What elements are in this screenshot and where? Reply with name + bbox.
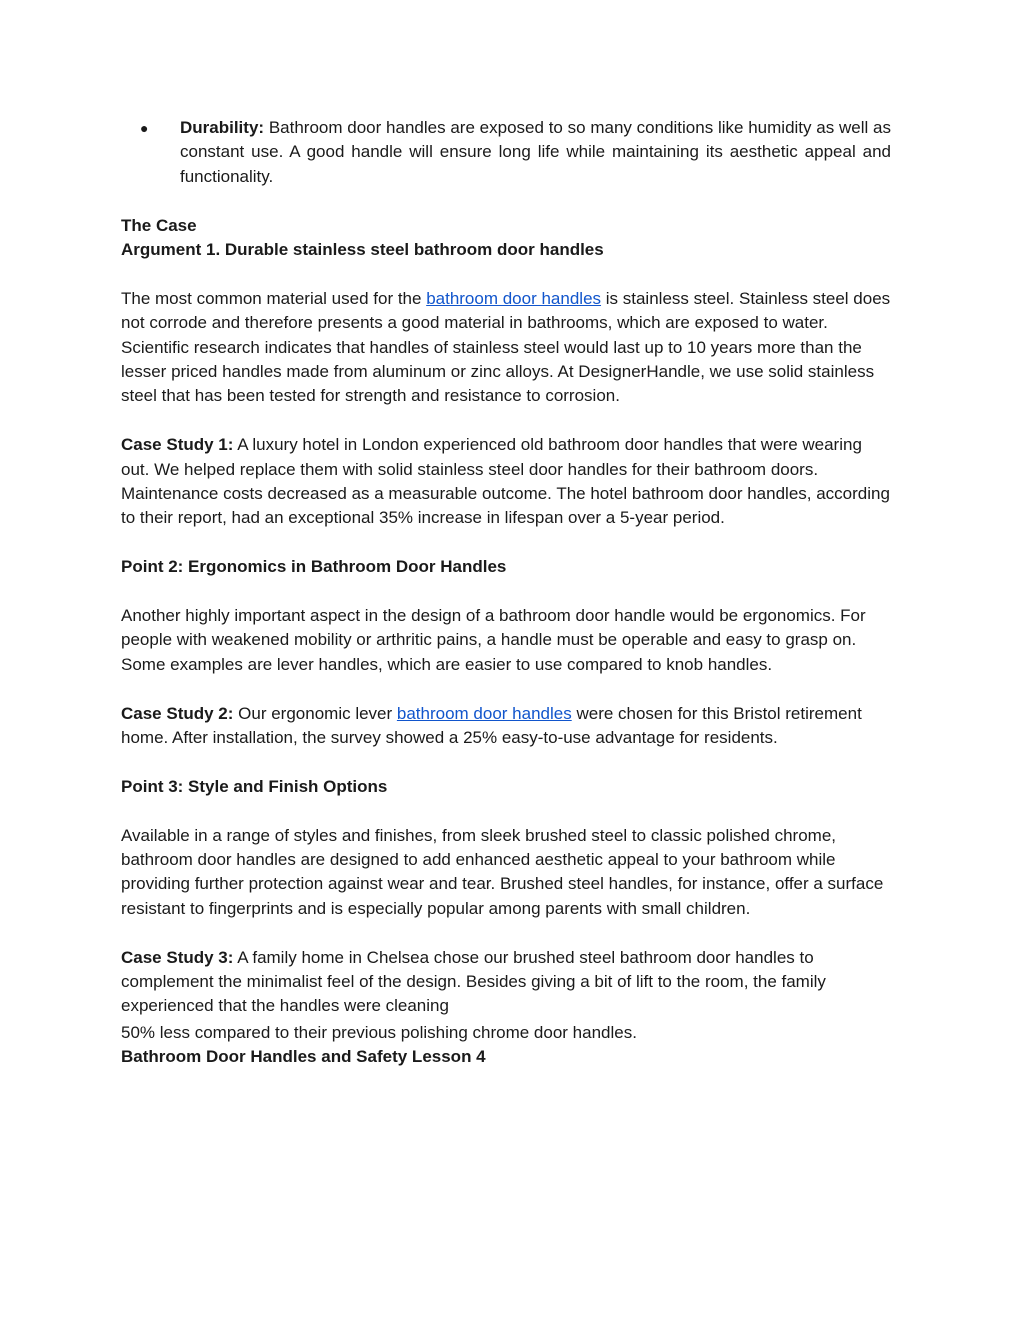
argument1-heading: Argument 1. Durable stainless steel bathroom door handles	[121, 240, 604, 260]
case-study3-continuation: 50% less compared to their previous polishing chrome door handles.	[121, 1022, 637, 1042]
bullet-label: Durability:	[180, 118, 265, 137]
final-heading: Bathroom Door Handles and Safety Lesson 4	[121, 1047, 486, 1067]
document-page	[121, 116, 891, 1070]
argument1-text-before: The most common material used for the	[121, 288, 427, 308]
case-study3-text: A family home in Chelsea chose our brushed steel bathroom door handles to complement the minimalist feel of the design. Besides giving a bit of lift to the room, the family experienced that the handles were cleaning	[121, 947, 826, 1016]
case-study2-text-before: Our ergonomic lever	[233, 703, 397, 723]
case-study3-paragraph	[121, 946, 891, 1019]
case-heading: The Case	[121, 215, 197, 235]
point2-heading: Point 2: Ergonomics in Bathroom Door Handles	[121, 557, 507, 577]
bathroom-door-handles-link-1[interactable]: bathroom door handles	[426, 288, 602, 308]
case-study2-label: Case Study 2:	[121, 703, 234, 723]
argument1-paragraph	[121, 287, 891, 409]
bullet-item-durability	[121, 116, 891, 189]
case-study2-text-after: were chosen for this Bristol retirement home. After installation, the survey showed a 25% easy-to-use advantage for residents.	[121, 703, 862, 748]
case-study1-label: Case Study 1:	[121, 435, 234, 455]
point2-paragraph: Another highly important aspect in the design of a bathroom door handle would be ergonomics. For people with weakened mobility or arthritic pains, a handle must be operable and easy to grasp on. Some examples are lever handles, which are easier to use compared to knob handles.	[121, 606, 866, 674]
bullet-text: Bathroom door handles are exposed to so many conditions like humidity as well as constant use. A good handle will ensure long life while maintaining its aesthetic appeal and functionality.	[180, 118, 891, 186]
point3-heading: Point 3: Style and Finish Options	[121, 776, 388, 796]
case-study1-paragraph	[121, 433, 891, 531]
case-study3-label: Case Study 3:	[121, 947, 234, 967]
bathroom-door-handles-link-2[interactable]: bathroom door handles	[396, 703, 572, 723]
case-study2-paragraph	[121, 702, 891, 751]
bullet-icon: ●	[140, 120, 149, 136]
case-study1-text: A luxury hotel in London experienced old bathroom door handles that were wearing out. We helped replace them with solid stainless steel door handles for their bathroom doors. Maintenance costs decreased as a measurable outcome. The hotel bathroom door handles, according to their report, had an exceptional 35% increase in lifespan over a 5-year period.	[121, 435, 890, 528]
point3-paragraph: Available in a range of styles and finishes, from sleek brushed steel to classic polished chrome, bathroom door handles are designed to add enhanced aesthetic appeal to your bathroom while providing further protection against wear and tear. Brushed steel handles, for instance, offer a surface resistant to fingerprints and is especially popular among parents with small children.	[121, 825, 884, 918]
argument1-text-after: is stainless steel. Stainless steel does not corrode and therefore presents a good material in bathrooms, which are exposed to water. Scientific research indicates that handles of stainless steel would last up to 10 years more than the lesser priced handles made from aluminum or zinc alloys. At DesignerHandle, we use solid stainless steel that has been tested for strength and resistance to corrosion.	[121, 288, 891, 406]
